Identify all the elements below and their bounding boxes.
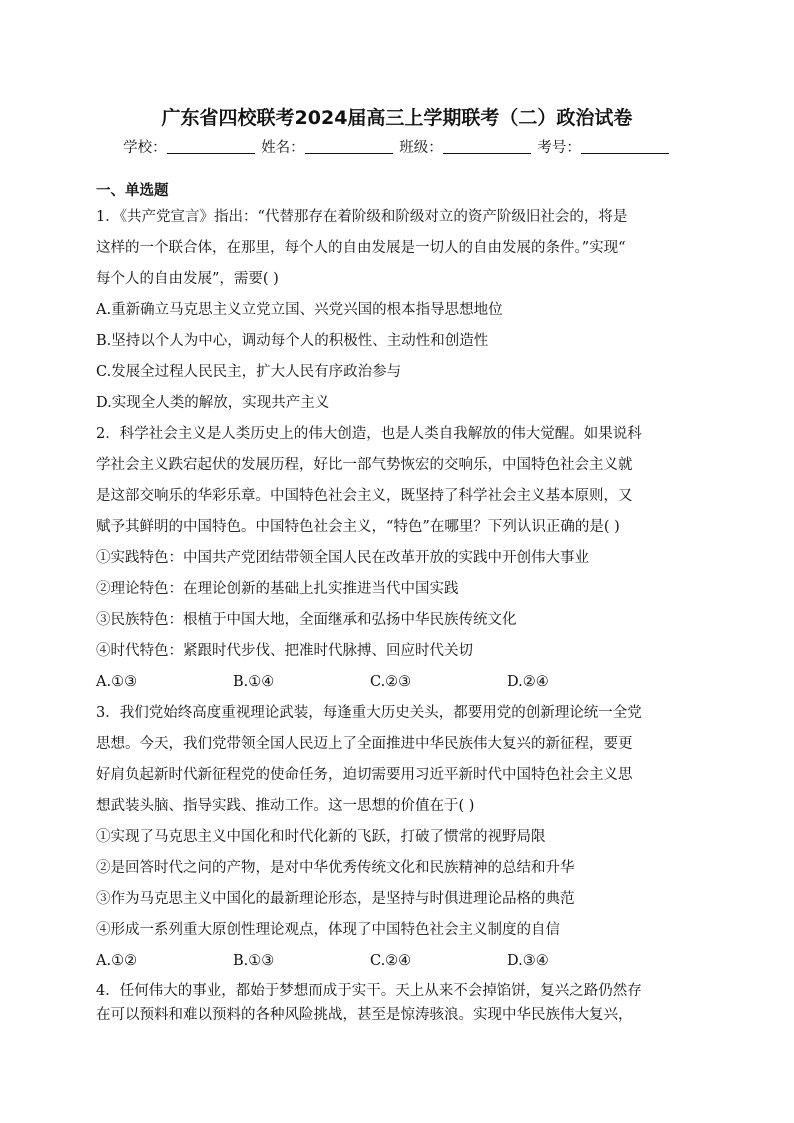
section-heading: 一、单选题 bbox=[96, 183, 169, 199]
choice-c[interactable]: C.②③ bbox=[370, 674, 412, 690]
page-title: 广东省四校联考2024届高三上学期联考（二）政治试卷 bbox=[161, 107, 633, 129]
choice-b[interactable]: B.①④ bbox=[233, 674, 275, 690]
statement-4: ④形成一系列重大原创性理论观点，体现了中国特色社会主义制度的自信 bbox=[96, 922, 560, 938]
statement-1: ①实现了马克思主义中国化和时代化新的飞跃，打破了惯常的视野局限 bbox=[96, 829, 546, 845]
statement-4: ④时代特色：紧跟时代步伐、把准时代脉搏、回应时代关切 bbox=[96, 643, 473, 659]
answer-choices bbox=[96, 946, 702, 977]
choice-b[interactable]: B.①③ bbox=[233, 953, 275, 969]
choice-a[interactable]: A.①③ bbox=[96, 674, 138, 690]
school-label: 学校： bbox=[123, 140, 167, 156]
school-blank[interactable] bbox=[167, 139, 255, 154]
exam-content bbox=[96, 180, 702, 1027]
question-text-line: 每个人的自由发展”，需要( ) bbox=[96, 271, 279, 287]
choice-a[interactable]: A.①② bbox=[96, 953, 138, 969]
choice-c[interactable]: C.②④ bbox=[370, 953, 412, 969]
question-3 bbox=[96, 698, 702, 977]
exam-number-blank[interactable] bbox=[581, 139, 669, 154]
class-label: 班级： bbox=[399, 140, 443, 156]
statement-2: ②理论特色：在理论创新的基础上扎实推进当代中国实践 bbox=[96, 581, 459, 597]
question-text-line: 学社会主义跌宕起伏的发展历程，好比一部气势恢宏的交响乐，中国特色社会主义就 bbox=[96, 457, 633, 473]
question-text-line: 在可以预料和难以预料的各种风险挑战，甚至是惊涛骇浪。实现中华民族伟大复兴， bbox=[96, 1007, 633, 1023]
question-text-line: 好肩负起新时代新征程党的使命任务，迫切需要用习近平新时代中国特色社会主义思 bbox=[96, 767, 633, 783]
question-text-line: 这样的一个联合体，在那里，每个人的自由发展是一切人的自由发展的条件。”实现“ bbox=[96, 240, 626, 256]
class-blank[interactable] bbox=[443, 139, 531, 154]
choice-d[interactable]: D.②④ bbox=[507, 674, 549, 690]
answer-choices bbox=[96, 667, 702, 698]
question-1 bbox=[96, 202, 702, 419]
option-c[interactable]: C.发展全过程人民民主，扩大人民有序政治参与 bbox=[96, 364, 402, 380]
name-blank[interactable] bbox=[305, 139, 393, 154]
statement-2: ②是回答时代之问的产物，是对中华优秀传统文化和民族精神的总结和升华 bbox=[96, 860, 575, 876]
student-info-line bbox=[0, 136, 794, 157]
question-2 bbox=[96, 419, 702, 698]
question-text-line: 2．科学社会主义是人类历史上的伟大创造，也是人类自我解放的伟大觉醒。如果说科 bbox=[96, 426, 642, 442]
name-label: 姓名： bbox=[261, 140, 305, 156]
question-4 bbox=[96, 979, 702, 1027]
statement-3: ③作为马克思主义中国化的最新理论形态，是坚持与时俱进理论品格的典范 bbox=[96, 891, 575, 907]
option-d[interactable]: D.实现全人类的解放，实现共产主义 bbox=[96, 395, 330, 411]
question-text-line: 3．我们党始终高度重视理论武装，每逢重大历史关头，都要用党的创新理论统一全党 bbox=[96, 705, 642, 721]
option-a[interactable]: A.重新确立马克思主义立党立国、兴党兴国的根本指导思想地位 bbox=[96, 302, 503, 318]
question-text-line: 想武装头脑、指导实践、推动工作。这一思想的价值在于( ) bbox=[96, 798, 475, 814]
option-b[interactable]: B.坚持以个人为中心，调动每个人的积极性、主动性和创造性 bbox=[96, 333, 489, 349]
question-text-line: 赋予其鲜明的中国特色。中国特色社会主义，“特色”在哪里？下列认识正确的是( ) bbox=[96, 519, 620, 535]
choice-d[interactable]: D.③④ bbox=[507, 953, 549, 969]
statement-3: ③民族特色：根植于中国大地，全面继承和弘扬中华民族传统文化 bbox=[96, 612, 517, 628]
exam-number-label: 考号： bbox=[537, 140, 581, 156]
question-text-line: 1．《共产党宣言》指出：“代替那存在着阶级和阶级对立的资产阶级旧社会的，将是 bbox=[96, 209, 628, 225]
statement-1: ①实践特色：中国共产党团结带领全国人民在改革开放的实践中开创伟大事业 bbox=[96, 550, 589, 566]
question-text-line: 思想。今天，我们党带领全国人民迈上了全面推进中华民族伟大复兴的新征程，要更 bbox=[96, 736, 633, 752]
question-text-line: 是这部交响乐的华彩乐章。中国特色社会主义，既坚持了科学社会主义基本原则，又 bbox=[96, 488, 633, 504]
question-text-line: 4．任何伟大的事业，都始于梦想而成于实干。天上从来不会掉馅饼，复兴之路仍然存 bbox=[96, 983, 642, 999]
